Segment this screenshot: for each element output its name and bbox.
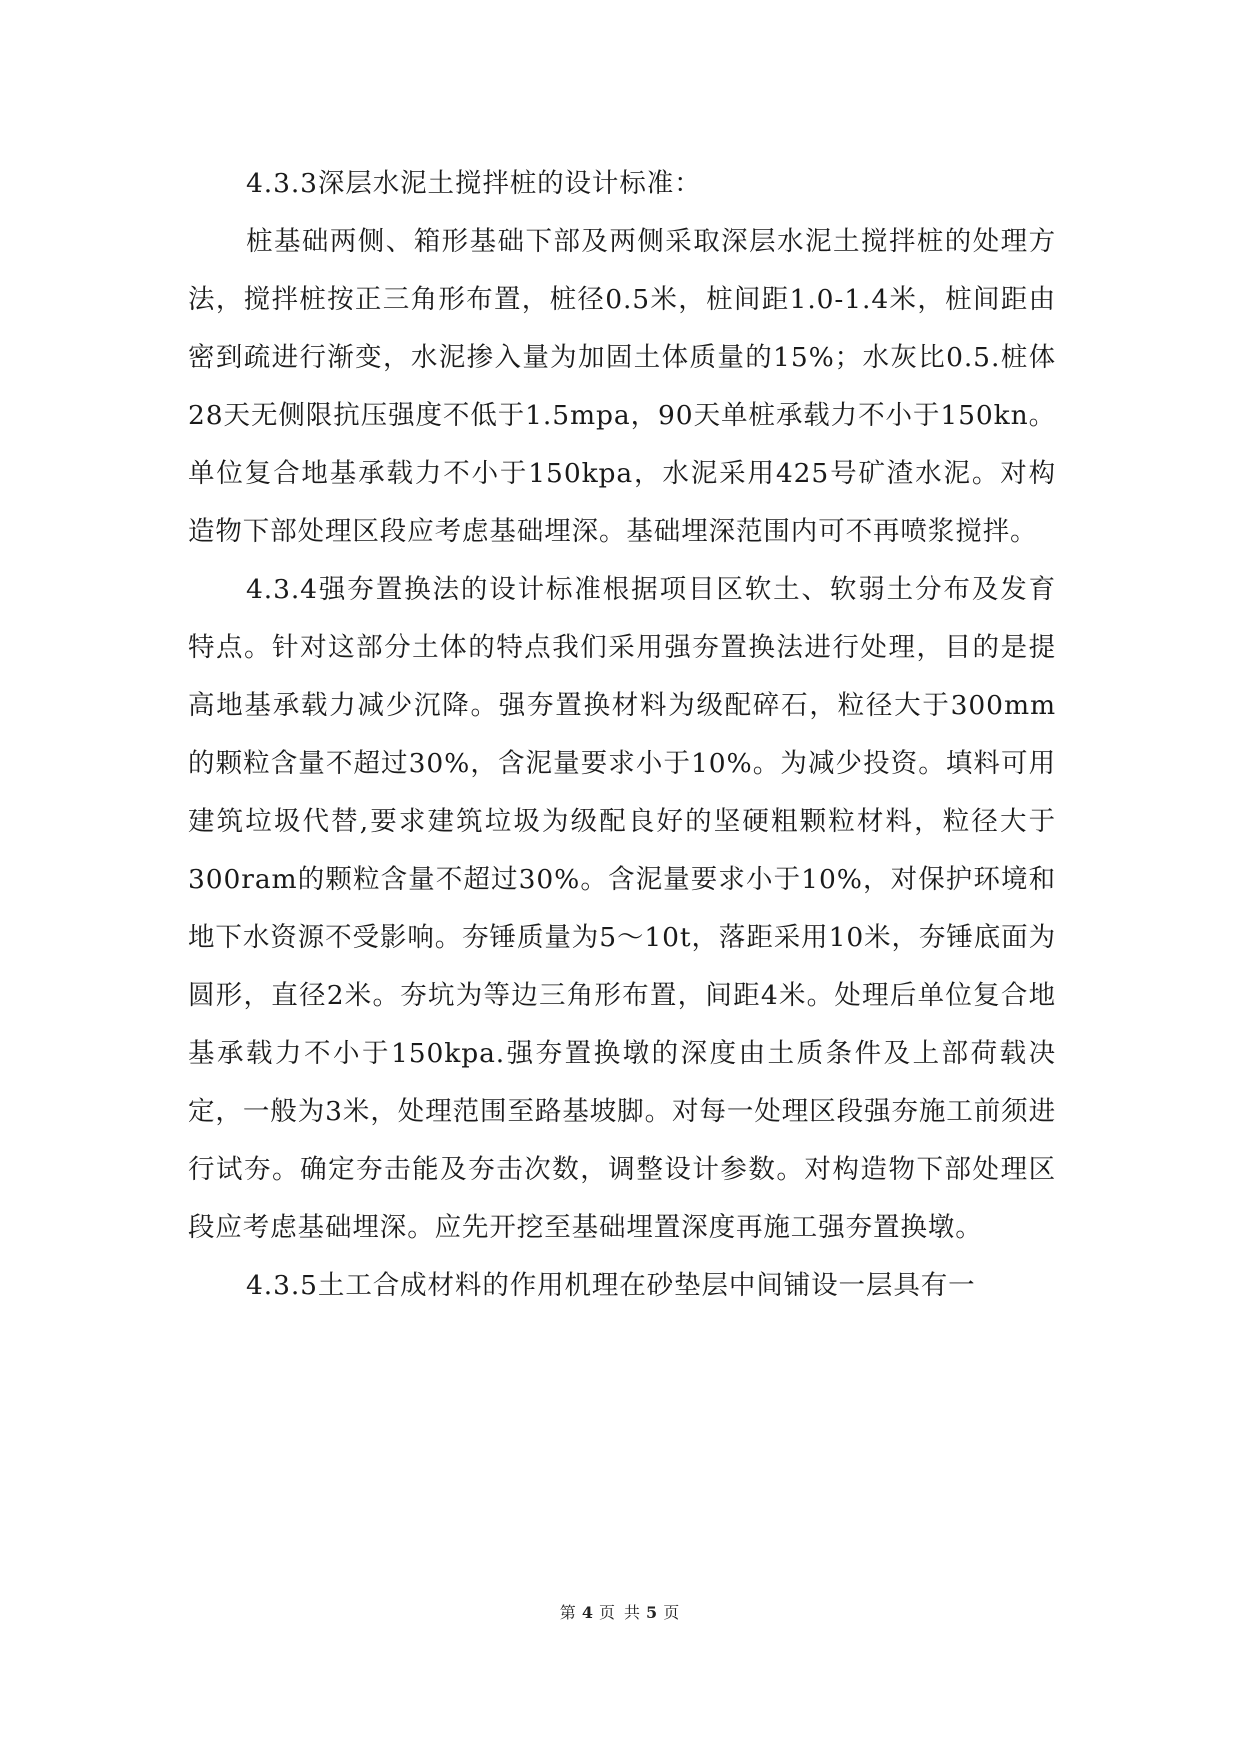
footer-total-pages: 5	[646, 1603, 660, 1622]
paragraph-4-3-4-dynamic-replacement: 4.3.4强夯置换法的设计标准根据项目区软土、软弱土分布及发育特点。针对这部分土体的特点我们采用强夯置换法进行处理，目的是提高地基承载力减少沉降。强夯置换材料为级配碎石，粒径大于300mm的颗粒含量不超过30%，含泥量要求小于10%。为减少投资。填料可用建筑垃圾代替,要求建筑垃圾为级配良好的坚硬粗颗粒材料，粒径大于300ram的颗粒含量不超过30%。含泥量要求小于10%，对保护环境和地下水资源不受影响。夯锤质量为5～10t，落距采用10米，夯锤底面为圆形，直径2米。夯坑为等边三角形布置，间距4米。处理后单位复合地基承载力不小于150kpa.强夯置换墩的深度由土质条件及上部荷载决定，一般为3米，处理范围至路基坡脚。对每一处理区段强夯施工前须进行试夯。确定夯击能及夯击次数，调整设计参数。对构造物下部处理区段应考虑基础埋深。应先开挖至基础埋置深度再施工强夯置换墩。	[188, 574, 1056, 1243]
page-footer	[0, 1600, 1241, 1623]
paragraph-4-3-5-geosynthetics: 4.3.5土工合成材料的作用机理在砂垫层中间铺设一层具有一	[246, 1270, 976, 1301]
paragraph-4-3-3-heading: 4.3.3深层水泥土搅拌桩的设计标准：	[246, 168, 702, 199]
paragraph-mixing-pile: 桩基础两侧、箱形基础下部及两侧采取深层水泥土搅拌桩的处理方法，搅拌桩按正三角形布置，桩径0.5米，桩间距1.0-1.4米，桩间距由密到疏进行渐变，水泥掺入量为加固土体质量的15%；水灰比0.5.桩体28天无侧限抗压强度不低于1.5mpa，90天单桩承载力不小于150kn。单位复合地基承载力不小于150kpa，水泥采用425号矿渣水泥。对构造物下部处理区段应考虑基础埋深。基础埋深范围内可不再喷浆搅拌。	[188, 226, 1056, 547]
footer-middle: 页 共	[598, 1603, 643, 1622]
footer-page-number: 4	[581, 1603, 595, 1622]
footer-suffix: 页	[663, 1603, 682, 1622]
footer-prefix: 第	[559, 1603, 578, 1622]
page-body	[188, 155, 1056, 1315]
